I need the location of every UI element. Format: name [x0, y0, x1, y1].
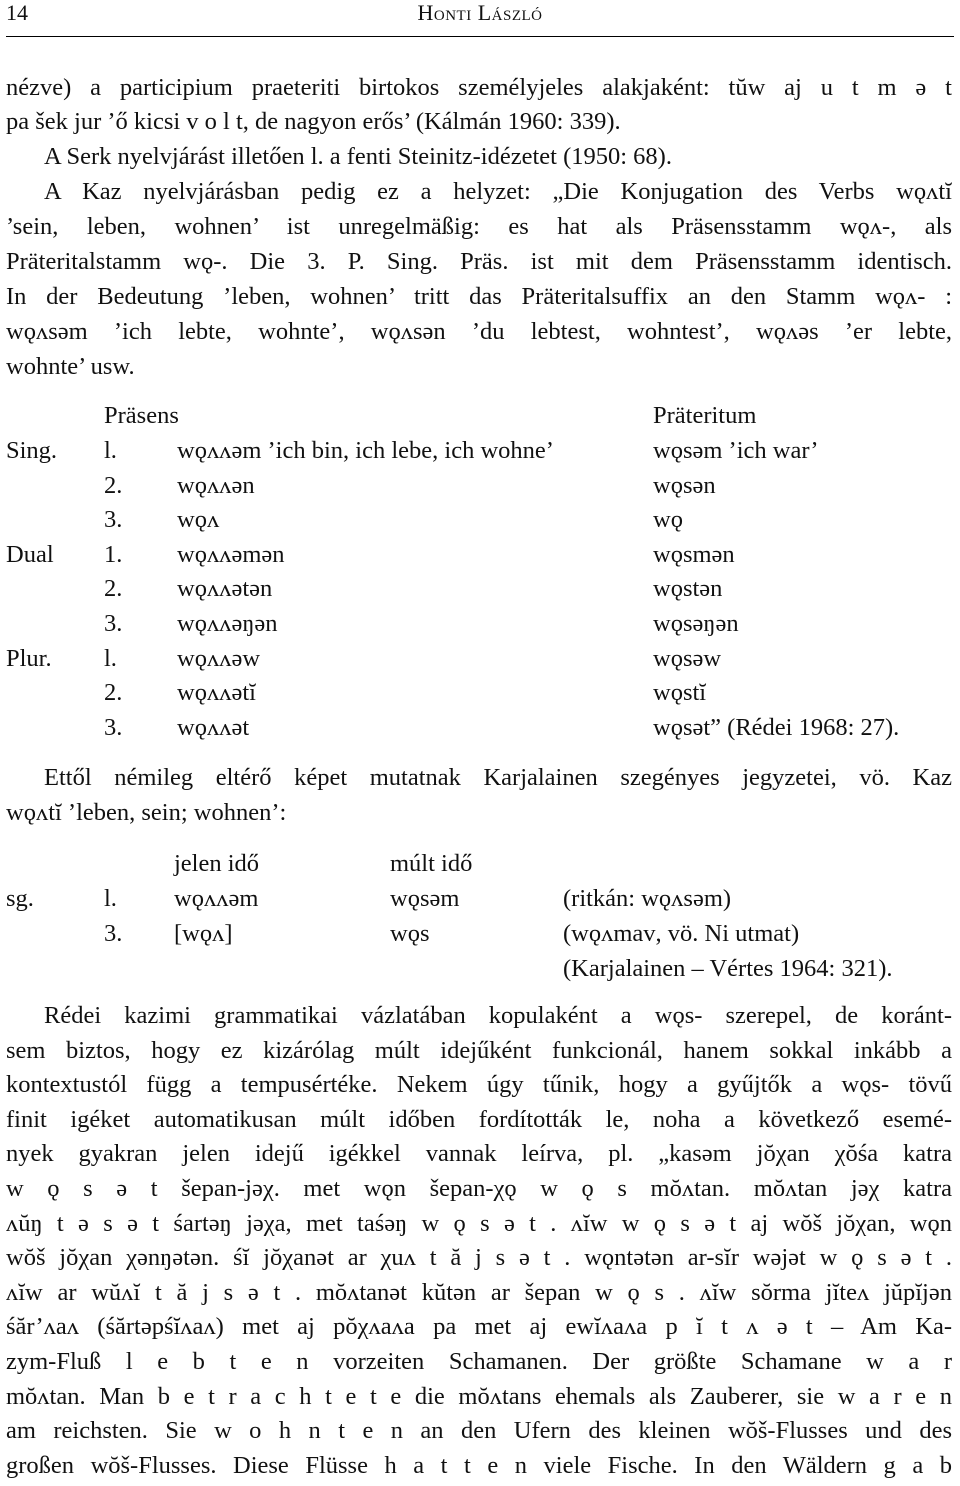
text-line: nézve) a participium praeteriti birtokos személyjeles alakjaként: tŭw aj u t m ǝ t [6, 74, 952, 101]
page-header [6, 0, 954, 34]
text-line: großen wŏš-Flusses. Diese Flüsse h a t t e n viele Fische. In den Wäldern g a b [6, 1451, 952, 1479]
text-line: wǫʌtĭ ’leben, sein; wohnen’: [6, 799, 287, 826]
conj-present-cell: wǫʌ [177, 506, 220, 534]
text-line: nyek gyakran jelen idejű igékkel vannak leírva, pl. „kasǝm jŏχan χŏśa katra [6, 1140, 952, 1168]
conj-present-cell: wǫʌʌǝt [177, 713, 250, 741]
kar-present-cell: wǫʌʌǝm [174, 885, 259, 912]
conj-person-cell: 3. [104, 713, 123, 741]
conj-present-cell: wǫʌʌǝtĭ [177, 679, 256, 707]
conj-person-cell: l. [104, 437, 117, 464]
text-line: wǫʌsǝm ’ich lebte, wohnte’, wǫʌsǝn ’du lebtest, wohntest’, wǫʌǝs ’er lebte, [6, 318, 952, 345]
kar-header-present: jelen idő [174, 850, 260, 877]
conj-preterite-cell: wǫstĭ [653, 679, 707, 707]
conj-person-cell: 3. [104, 610, 123, 637]
conj-num-cell: Dual [6, 540, 54, 568]
conj-present-cell: wǫʌʌǝw [177, 644, 261, 672]
conj-header-present: Präsens [104, 402, 179, 429]
conj-person-cell: 2. [104, 471, 123, 499]
text-line: pa šek jur ’ő kicsi v o l t, de nagyon erős’ (Kálmán 1960: 339). [6, 108, 621, 135]
kar-person-cell: 3. [104, 920, 123, 947]
text-line: A Serk nyelvjárást illetően l. a fenti Steinitz-idézetet (1950: 68). [44, 143, 672, 170]
conj-person-cell: 3. [104, 506, 123, 534]
text-line: mŏʌtan. Man b e t r a c h t e t e die mŏʌtans ehemals als Zauberer, sie w a r e n [6, 1382, 952, 1410]
conj-preterite-cell: wǫ [653, 506, 683, 534]
text-line: am reichsten. Sie w o h n t e n an den Ufern des kleinen wŏš-Flusses und des [6, 1417, 952, 1445]
text-line: wohnte’ usw. [6, 353, 135, 380]
kar-source: (Karjalainen – Vértes 1964: 321). [563, 955, 893, 982]
conj-preterite-cell: wǫsmǝn [653, 540, 735, 568]
text-line: zym-Fluß l e b t e n vorzeiten Schamanen. Der größte Schamane w a r [6, 1348, 952, 1375]
conj-person-cell: 2. [104, 575, 123, 603]
text-line: Ettől némileg eltérő képet mutatnak Karjalainen szegényes jegyzetei, vö. Kaz [44, 764, 952, 791]
text-line: wŏš jŏχan χǝnŋǝtǝn. śĭ jŏχanǝt ar χuʌ t ă j s ǝ t . wǫntǝtǝn ar-sĭr wǝjǝt w ǫ s ǝ t . [6, 1244, 952, 1272]
running-title: Honti László [417, 0, 543, 25]
conj-preterite-cell: wǫsǝt” (Rédei 1968: 27). [653, 713, 900, 741]
text-line: sem biztos, hogy ez kizárólag múlt idejűként funkcionál, hanem sokkal inkább a [6, 1036, 952, 1064]
conj-present-cell: wǫʌʌǝtǝn [177, 575, 273, 603]
page-number: 14 [6, 0, 28, 25]
kar-past-cell: wǫsǝm [390, 885, 460, 912]
conj-person-cell: 1. [104, 540, 123, 568]
kar-num-cell: sg. [6, 885, 34, 912]
conj-header-preterite: Präteritum [653, 402, 757, 429]
conj-preterite-cell: wǫsǝn [653, 471, 716, 499]
text-line: śăr’ʌaʌ (śărtǝpśĭʌaʌ) met aj pŏχʌaʌa pa met aj ewĭʌaʌa p ĭ t ʌ ǝ t – Am Ka- [6, 1313, 952, 1341]
kar-past-cell: wǫs [390, 920, 430, 947]
kar-note-cell: (ritkán: wǫʌsǝm) [563, 885, 732, 912]
kar-header-past: múlt idő [390, 850, 473, 877]
conj-present-cell: wǫʌʌǝn [177, 471, 255, 499]
text-line: In der Bedeutung ’leben, wohnen’ tritt das Präteritalsuffix an den Stamm wǫʌ- : [6, 283, 952, 310]
conj-preterite-cell: wǫsǝm ’ich war’ [653, 437, 819, 464]
text-line: finit igéket automatikusan múlt időben fordították le, noha a következő esemé- [6, 1105, 952, 1133]
header-rule [6, 36, 954, 37]
conj-preterite-cell: wǫstǝn [653, 575, 723, 603]
text-line: ʌŭŋ t ǝ s ǝ t śartǝŋ jǝχa, met taśǝŋ w ǫ s ǝ t . ʌĭw w ǫ s ǝ t aj wŏš jŏχan, wǫn [6, 1209, 952, 1237]
conj-preterite-cell: wǫsǝŋǝn [653, 610, 739, 637]
kar-note-cell: (wǫʌmaᴠ, vö. Ni utmat) [563, 920, 800, 947]
text-line: ’sein, leben, wohnen’ ist unregelmäßig: es hat als Präsensstamm wǫʌ-, als [6, 213, 952, 240]
kar-person-cell: l. [104, 885, 117, 912]
conj-present-cell: wǫʌʌǝmǝn [177, 540, 285, 568]
text-line: Präteritalstamm wǫ-. Die 3. P. Sing. Präs. ist mit dem Präsensstamm identisch. [6, 248, 952, 275]
text-line: w ǫ s ǝ t šepan-jǝχ. met wǫn šepan-χǫ w ǫ s mŏʌtan. mŏʌtan jǝχ katra [6, 1175, 952, 1202]
text-line: ʌĭw ar wŭʌĭ t ă j s ǝ t . mŏʌtanǝt kŭtǝn ar šepan w ǫ s . ʌĭw sŏrma jĭteʌ jŭpĭjǝn [6, 1278, 952, 1306]
conj-present-cell: wǫʌʌǝm ’ich bin, ich lebe, ich wohne’ [177, 437, 554, 464]
conj-preterite-cell: wǫsǝw [653, 644, 722, 672]
conj-person-cell: l. [104, 644, 117, 672]
conj-num-cell: Sing. [6, 437, 58, 464]
conj-present-cell: wǫʌʌǝŋǝn [177, 610, 278, 637]
conj-num-cell: Plur. [6, 644, 52, 672]
conj-person-cell: 2. [104, 679, 123, 707]
text-line: kontextustól függ a tempusértéke. Nekem úgy tűnik, hogy a gyűjtők a wǫs- tövű [6, 1071, 952, 1099]
text-line: A Kaz nyelvjárásban pedig ez a helyzet: „Die Konjugation des Verbs wǫʌtĭ [44, 178, 952, 205]
text-line: Rédei kazimi grammatikai vázlatában kopulaként a wǫs- szerepel, de koránt- [44, 1002, 952, 1029]
kar-present-cell: [wǫʌ] [174, 920, 233, 947]
